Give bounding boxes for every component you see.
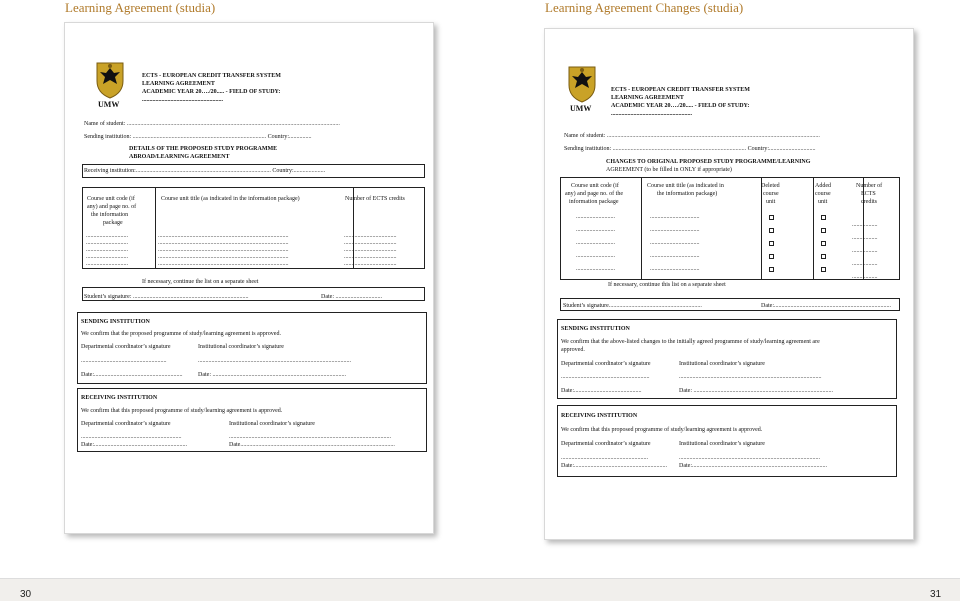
sending-confirm-text-1: We confirm that the above-listed changes to the initially agreed programme of study/learning agreement are	[561, 339, 820, 345]
receiving-institution-field[interactable]: Receiving institution:.......................................................................................... Country:.....................	[84, 168, 326, 174]
form-title-line-1: ECTS - EUROPEAN CREDIT TRANSFER SYSTEM	[611, 87, 750, 93]
sending-institution-field[interactable]: Sending institution: ......................................................................................... Country:...............................	[564, 146, 816, 152]
sending-confirm-text: We confirm that the proposed programme of study/learning agreement is approved.	[81, 331, 281, 337]
row-title-field[interactable]: .......................................................................................	[158, 247, 289, 253]
row-code-field[interactable]: ............................	[86, 254, 128, 260]
added-checkbox[interactable]	[821, 267, 826, 272]
learning-agreement-form	[64, 22, 434, 534]
sending-dept-date[interactable]: Date:.............................................	[561, 388, 642, 394]
page-footer	[0, 578, 960, 601]
row-code-field[interactable]: ..........................	[576, 253, 615, 259]
deleted-checkbox[interactable]	[769, 228, 774, 233]
student-signature-field[interactable]: Student’s signature..............................................................	[563, 303, 702, 309]
row-credits-field[interactable]: .................	[852, 274, 878, 280]
continue-note: If necessary, continue the list on a separate sheet	[142, 279, 259, 285]
row-code-field[interactable]: ..........................	[576, 227, 615, 233]
col-header-code-1: Course unit code (if	[571, 183, 619, 189]
receiving-dept-date[interactable]: Date:..............................................................	[561, 463, 667, 469]
row-code-field[interactable]: ............................	[86, 240, 128, 246]
col-header-code-3: the information	[91, 212, 129, 218]
sending-inst-signature[interactable]: ...............................................................................................	[679, 374, 822, 380]
receiving-dept-signature[interactable]: ..........................................................	[561, 455, 648, 461]
sending-dept-label: Departmental coordinator’s signature	[561, 361, 651, 367]
sending-dept-date[interactable]: Date:...........................................................	[81, 372, 183, 378]
col-header-added-2: course	[815, 191, 831, 197]
receiving-dept-date[interactable]: Date:..............................................................	[81, 442, 187, 448]
page-header-right: Learning Agreement Changes (studia)	[545, 0, 744, 15]
receiving-inst-label: Institutional coordinator’s signature	[679, 441, 765, 447]
deleted-checkbox[interactable]	[769, 267, 774, 272]
form-title-line-4: ......................................................	[142, 97, 223, 103]
student-date-field[interactable]: Date: ...............................	[321, 294, 382, 300]
col-header-code-2: any) and page no. of	[87, 204, 137, 210]
sending-dept-label: Departmental coordinator’s signature	[81, 344, 171, 350]
page-header-left: Learning Agreement (studia)	[65, 0, 216, 15]
receiving-inst-date[interactable]: Date:..........................................................................................	[679, 463, 827, 469]
row-title-field[interactable]: .................................	[650, 253, 700, 259]
col-header-credits-1: Number of	[856, 183, 883, 189]
row-credits-field[interactable]: .................	[852, 222, 878, 228]
university-logo	[93, 59, 127, 111]
row-code-field[interactable]: ............................	[86, 261, 128, 267]
col-header-title-1: Course unit title (as indicated in	[647, 183, 724, 189]
added-checkbox[interactable]	[821, 254, 826, 259]
row-title-field[interactable]: .................................	[650, 240, 700, 246]
student-signature-field[interactable]: Student’s signature: .............................................................................	[84, 294, 249, 300]
col-header-title: Course unit title (as indicated in the information package)	[161, 196, 300, 202]
row-code-field[interactable]: ..........................	[576, 214, 615, 220]
form-title-line-2: LEARNING AGREEMENT	[611, 95, 684, 101]
form-title-line-1: ECTS - EUROPEAN CREDIT TRANSFER SYSTEM	[142, 73, 281, 79]
col-header-deleted-3: unit	[766, 199, 776, 205]
row-title-field[interactable]: .................................	[650, 266, 700, 272]
details-title-line-1: DETAILS OF THE PROPOSED STUDY PROGRAMME	[129, 146, 278, 152]
receiving-institution-title: RECEIVING INSTITUTION	[561, 413, 638, 419]
col-header-code-2: any) and page no. of the	[565, 191, 623, 197]
row-title-field[interactable]: .................................	[650, 214, 700, 220]
receiving-dept-label: Departmental coordinator’s signature	[81, 421, 171, 427]
page-number-right: 31	[930, 589, 942, 600]
changes-title-line-2: AGREEMENT (to be filled in ONLY if appropriate)	[606, 167, 732, 173]
added-checkbox[interactable]	[821, 228, 826, 233]
col-header-title-2: the information package)	[657, 191, 718, 197]
sending-inst-label: Institutional coordinator’s signature	[198, 344, 284, 350]
receiving-inst-date[interactable]: Date.......................................................................................................	[229, 442, 395, 448]
sending-confirm-text-2: approved.	[561, 347, 585, 353]
name-of-student-field[interactable]: Name of student: ..............................................................................................................................................	[564, 133, 820, 139]
page-number-left: 30	[20, 589, 32, 600]
receiving-inst-signature[interactable]: ............................................................................................................	[229, 434, 391, 440]
sending-inst-label: Institutional coordinator’s signature	[679, 361, 765, 367]
col-header-deleted-1: Deleted	[761, 183, 780, 189]
col-header-code-1: Course unit code (if	[87, 196, 135, 202]
receiving-inst-signature[interactable]: ..............................................................................................	[679, 455, 820, 461]
sending-institution-title: SENDING INSTITUTION	[561, 326, 630, 332]
form-title-line-3: ACADEMIC YEAR 20…./20..... - FIELD OF STUDY:	[611, 103, 750, 109]
col-header-added-1: Added	[815, 183, 831, 189]
col-header-credits-2: ECTS	[861, 191, 876, 197]
changes-title-line-1: CHANGES TO ORIGINAL PROPOSED STUDY PROGRAMME/LEARNING	[606, 159, 811, 165]
logo-text: UMW	[570, 104, 592, 113]
row-title-field[interactable]: .................................	[650, 227, 700, 233]
receiving-confirm-text: We confirm that this proposed programme of study/learning agreement is approved.	[561, 427, 763, 433]
row-title-field[interactable]: .......................................................................................	[158, 233, 289, 239]
logo-text: UMW	[98, 100, 120, 109]
sending-dept-signature[interactable]: .........................................................	[81, 358, 167, 364]
sending-inst-signature[interactable]: ......................................................................................................	[198, 358, 351, 364]
sending-inst-date[interactable]: Date: .............................................................................................	[679, 388, 833, 394]
row-code-field[interactable]: ............................	[86, 233, 128, 239]
added-checkbox[interactable]	[821, 215, 826, 220]
deleted-checkbox[interactable]	[769, 254, 774, 259]
col-header-ects: Number of ECTS credits	[345, 196, 405, 202]
sending-dept-signature[interactable]: ...........................................................	[561, 374, 650, 380]
receiving-confirm-text: We confirm that this proposed programme of study/learning agreement is approved.	[81, 408, 283, 414]
row-code-field[interactable]: ..........................	[576, 266, 615, 272]
name-of-student-field[interactable]: Name of student: ..............................................................................................................................................	[84, 121, 340, 127]
row-code-field[interactable]: ..........................	[576, 240, 615, 246]
university-logo-right	[565, 63, 599, 115]
receiving-institution-title: RECEIVING INSTITUTION	[81, 395, 158, 401]
col-header-code-4: package	[103, 220, 123, 226]
learning-agreement-changes-form	[544, 28, 914, 540]
deleted-checkbox[interactable]	[769, 241, 774, 246]
added-checkbox[interactable]	[821, 241, 826, 246]
student-date-field[interactable]: Date:..............................................................................	[761, 303, 891, 309]
sending-institution-field[interactable]: Sending institution: ......................................................................................... Country:...............	[84, 134, 312, 140]
row-credits-field[interactable]: .................	[852, 235, 878, 241]
continue-note: If necessary, continue this list on a separate sheet	[608, 282, 726, 288]
sending-institution-title: SENDING INSTITUTION	[81, 319, 150, 325]
eagle-crest-icon	[93, 59, 127, 99]
row-ects-field[interactable]: ...................................	[344, 254, 397, 260]
col-header-deleted-2: course	[763, 191, 779, 197]
col-header-code-3: information package	[569, 199, 619, 205]
row-title-field[interactable]: .......................................................................................	[158, 254, 289, 260]
receiving-inst-label: Institutional coordinator’s signature	[229, 421, 315, 427]
row-credits-field[interactable]: .................	[852, 261, 878, 267]
row-ects-field[interactable]: ...................................	[344, 247, 397, 253]
form-title-line-4: ......................................................	[611, 111, 692, 117]
sending-inst-date[interactable]: Date: .........................................................................................	[198, 372, 346, 378]
row-ects-field[interactable]: ...................................	[344, 240, 397, 246]
row-title-field[interactable]: .......................................................................................	[158, 240, 289, 246]
row-credits-field[interactable]: .................	[852, 248, 878, 254]
form-title-line-3: ACADEMIC YEAR 20…./20..... - FIELD OF STUDY:	[142, 89, 281, 95]
form-title-line-2: LEARNING AGREEMENT	[142, 81, 215, 87]
row-title-field[interactable]: .......................................................................................	[158, 261, 289, 267]
eagle-crest-icon	[565, 63, 599, 103]
details-title-line-2: ABROAD/LEARNING AGREEMENT	[129, 154, 230, 160]
col-header-credits-3: credits	[861, 199, 877, 205]
receiving-dept-signature[interactable]: ...................................................................	[81, 434, 182, 440]
row-ects-field[interactable]: ...................................	[344, 233, 397, 239]
receiving-dept-label: Departmental coordinator’s signature	[561, 441, 651, 447]
row-ects-field[interactable]: ...................................	[344, 261, 397, 267]
col-header-added-3: unit	[818, 199, 828, 205]
deleted-checkbox[interactable]	[769, 215, 774, 220]
row-code-field[interactable]: ............................	[86, 247, 128, 253]
